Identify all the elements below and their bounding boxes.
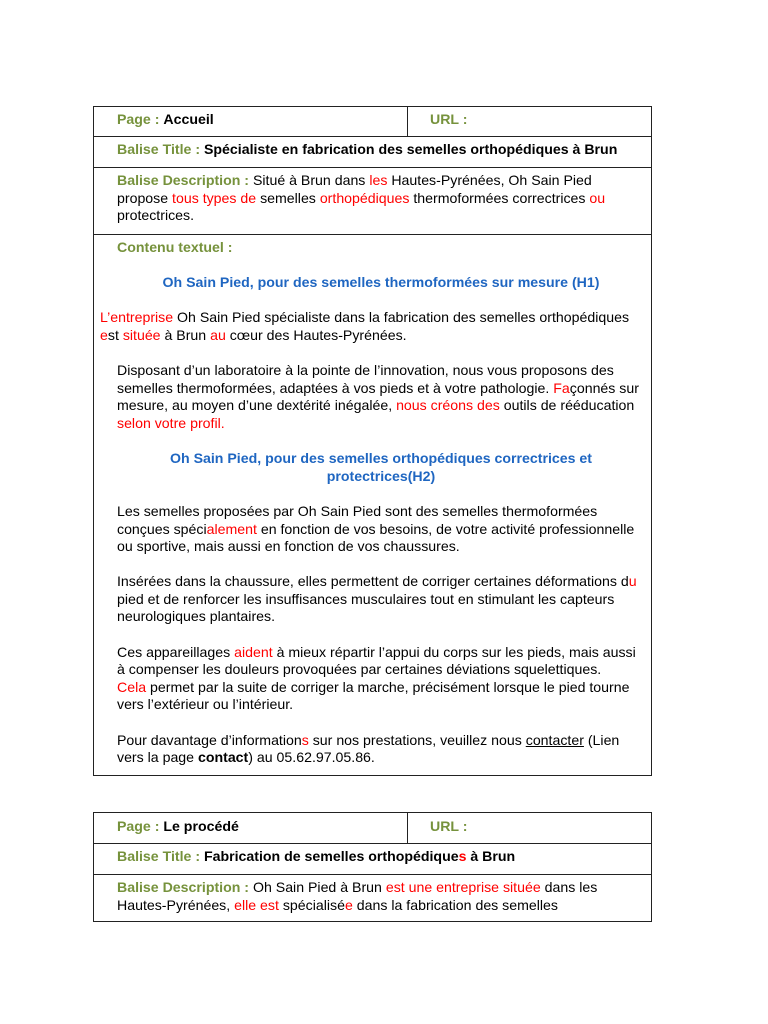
title-row [94,136,651,167]
text-run: dans les Hautes-Pyrénées, [117,879,598,913]
description-label: Balise Description : [117,879,250,895]
highlighted-text: selon votre profil. [117,414,225,431]
text-run: Fabrication de semelles orthopédique [203,848,459,864]
paragraph-semelles [117,503,645,556]
text-run: (Lien vers la page [117,731,620,766]
highlighted-text: tous types de [172,189,257,206]
page-name: Accueil [163,111,214,127]
text-run: à Brun [160,326,211,343]
url-label: URL : [430,818,468,834]
paragraph-contact [117,732,645,767]
highlighted-text: L’entreprise [100,309,174,326]
highlighted-text: e [344,896,353,913]
highlighted-text: ou [589,189,606,206]
contact-link[interactable]: contacter [525,731,584,748]
title-cell [94,844,651,874]
text-run: protectrices. [117,207,195,224]
paragraph-appareillages [117,644,645,679]
highlighted-text: au [210,326,226,343]
text-run: contact [197,749,249,766]
heading-h2: Oh Sain Pied, pour des semelles orthopédiques correctrices et protectrices(H2) [170,450,592,484]
title-label: Balise Title : [117,848,201,864]
paragraph-laboratoire [117,362,645,432]
text-run: st [107,326,123,343]
url-label: URL : [430,111,468,127]
text-run: thermoformées correctrices [409,189,590,206]
description-cell [94,168,651,234]
text-run: semelles [256,189,320,206]
page-table-le-procede [93,812,652,922]
highlighted-text: s [458,848,467,864]
paragraph-chaussure [117,573,645,626]
description-label: Balise Description : [117,172,250,188]
text-run: permet par la suite de corriger la marche, précisément lorsque le pied tourne vers l’extérieur ou l’intérieur. [117,678,630,713]
title-row [94,843,651,874]
page-table-accueil [93,106,652,776]
highlighted-text: u [628,573,637,590]
highlighted-text: e [100,326,108,343]
text-run: çonnés sur mesure, au moyen d’une dextérité inégalée, [117,379,639,414]
highlighted-text: s [301,731,309,748]
highlighted-text: nous créons des [396,397,500,414]
text-run: pied et de renforcer les insuffisances musculaires tout en stimulant les capteurs neurologiques plantaires. [117,590,615,625]
text-run: cœur des Hautes-Pyrénées. [225,326,407,343]
text-run: ) au 05.62.97.05.86. [248,749,375,766]
text-run: Oh Sain Pied à Brun [252,879,386,895]
title-label: Balise Title : [117,141,201,157]
text-run: à Brun [466,848,516,864]
text-run: en fonction de vos besoins, de votre activité professionnelle ou sportive, mais aussi en fonction de vos chaussures. [117,520,635,555]
text-run: Insérées dans la chaussure, elles permettent de corriger certaines déformations d [117,573,629,590]
title-value: Spécialiste en fabrication des semelles orthopédiques à Brun [203,141,618,157]
content-label-line [117,239,645,257]
text-run: Hautes-Pyrénées, Oh Sain Pied propose [117,172,592,206]
highlighted-text: Fa [553,379,570,396]
url-cell [408,813,651,843]
highlighted-text: les [369,172,388,188]
highlighted-text: orthopédiques [319,189,410,206]
text-run: sur nos prestations, veuillez nous [308,731,526,748]
page-row [94,107,651,136]
page-row [94,813,651,843]
text-run: à mieux répartir l’appui du corps sur les pieds, mais aussi à compenser les douleurs provoquées par certaines déviations squelettiques. [117,643,636,678]
content-row [94,234,651,775]
text-run: Disposant d’un laboratoire à la pointe de l’innovation, nous vous proposons des semelles thermoformées, adaptées à vos pieds et à votre pathologie. [117,362,614,396]
page-cell [94,107,408,136]
page-label: Page : [117,111,160,127]
text-run: Pour davantage d’information [117,731,302,748]
page-name: Le procédé [163,818,239,834]
highlighted-text: Cela [117,678,147,695]
paragraph-marche [117,679,645,714]
highlighted-text: située [122,326,161,343]
text-run: outils de rééducation [499,397,635,414]
url-cell [408,107,651,136]
highlighted-text: elle est [234,896,279,913]
description-row [94,874,651,921]
title-value [204,848,515,864]
content-label: Contenu textuel : [117,239,233,255]
description-cell [94,875,651,921]
page-label: Page : [117,818,160,834]
text-run: dans la fabrication des semelles [352,896,558,913]
text-run: spécialisé [278,896,345,913]
highlighted-text: est une entreprise située [385,879,541,895]
text-run: Situé à Brun dans [252,172,370,188]
highlighted-text: aident [234,643,273,660]
text-run: Oh Sain Pied spécialiste dans la fabrication des semelles orthopédiques [173,309,630,326]
title-cell [94,137,651,167]
text-run: Ces appareillages [117,643,235,660]
description-row [94,167,651,234]
text-run: Les semelles proposées par Oh Sain Pied sont des semelles thermoformées conçues spéci [117,502,598,537]
page-cell [94,813,408,843]
paragraph-intro [100,309,645,344]
heading-h1: Oh Sain Pied, pour des semelles thermoformées sur mesure (H1) [162,274,600,291]
highlighted-text: alement [206,520,257,537]
content-cell [94,235,651,775]
